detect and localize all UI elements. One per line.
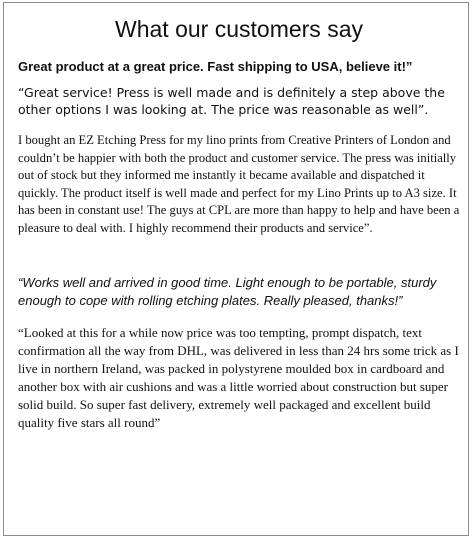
review-headline: Great product at a great price. Fast shipping to USA, believe it!” [18,59,413,74]
page-title: What our customers say [115,16,363,42]
review-body: I bought an EZ Etching Press for my lino prints from Creative Printers of London and couldn’t be happier with both the product and customer service. The press was initially out of stock but they informed me instantly it became available and dispatched it quickly. The product itself is well made and perfect for my Lino Prints up to A3 size. It has been in constant use! The guys at CPL are more than happy to help and have been a pleasure to deal with. I highly recommend their products and service”. [18,133,460,235]
testimonials-section [18,14,460,432]
review-quote-italic: “Works well and arrived in good time. Light enough to be portable, sturdy enough to cope with rolling etching plates. Really pleased, thanks!” [18,274,437,308]
review-quote: “Great service! Press is well made and is definitely a step above the other options I was looking at. The price was reasonable as well”. [18,85,445,117]
review-body-2: “Looked at this for a while now price was too tempting, prompt dispatch, text confirmation all the way from DHL, was delivered in less than 24 hrs some trick as I live in northern Ireland, was packed in polystyrene moulded box in cardboard and another box with air cushions and was a little worried about construction but super solid build. So super fast delivery, extremely well packaged and excellent build quality five stars all round” [18,324,459,430]
